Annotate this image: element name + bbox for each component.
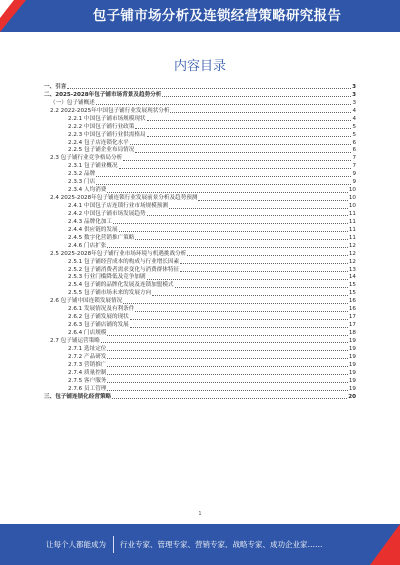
toc-entry[interactable] — [44, 305, 356, 313]
toc-entry[interactable] — [44, 91, 356, 99]
toc-leader-dots — [119, 231, 348, 232]
toc-entry-label: 2.4.5 数字化营销推广策略 — [68, 234, 135, 241]
toc-entry-label: （一）包子铺概述 — [50, 99, 95, 106]
toc-leader-dots — [180, 263, 348, 264]
toc-entry-label: 三、包子铺连锁化经营策略 — [44, 393, 112, 400]
toc-entry-page: 12 — [348, 258, 356, 265]
toc-entry-page: 19 — [348, 353, 356, 360]
toc-entry[interactable] — [44, 313, 356, 321]
toc-entry[interactable] — [44, 154, 356, 162]
toc-entry[interactable] — [44, 99, 356, 107]
toc-entry[interactable] — [44, 83, 356, 91]
toc-entry[interactable] — [44, 107, 356, 115]
toc-leader-dots — [123, 303, 348, 304]
toc-leader-dots — [123, 160, 351, 161]
toc-entry-label: 2.4 2025-2028年包子铺连锁行业发展前景分析及趋势预测 — [50, 195, 198, 202]
toc-entry-label: 2.6.2 包子铺发展的现状 — [68, 314, 129, 321]
toc-entry[interactable] — [44, 297, 356, 305]
toc-leader-dots — [198, 200, 347, 201]
toc-entry-page: 3 — [352, 91, 356, 98]
toc-entry[interactable] — [44, 186, 356, 194]
toc-entry[interactable] — [44, 123, 356, 131]
toc-leader-dots — [113, 223, 348, 224]
toc-entry-page: 17 — [348, 322, 356, 329]
toc-entry-label: 2.6.1 发展情况及有利条件 — [68, 306, 135, 313]
toc-entry-label: 2.3.2 品牌 — [68, 171, 96, 178]
toc-leader-dots — [101, 342, 348, 343]
toc-entry[interactable] — [44, 321, 356, 329]
toc-entry[interactable] — [44, 210, 356, 218]
toc-entry-page: 5 — [352, 123, 356, 130]
toc-leader-dots — [147, 136, 352, 137]
toc-leader-dots — [147, 120, 352, 121]
footer-banner — [0, 524, 400, 565]
toc-entry-label: 2.5.5 包子铺市场未来的发展方向 — [68, 290, 152, 297]
toc-leader-dots — [107, 358, 347, 359]
toc-entry-label: 2.7.6 员工管理 — [68, 385, 107, 392]
toc-entry-page: 12 — [348, 250, 356, 257]
toc-entry-page: 5 — [352, 131, 356, 138]
header-white-corner — [0, 0, 14, 18]
toc-entry[interactable] — [44, 266, 356, 274]
toc-entry-page: 13 — [348, 266, 356, 273]
footer-red-corner — [370, 524, 400, 565]
toc-leader-dots — [96, 176, 351, 177]
toc-leader-dots — [135, 239, 348, 240]
toc-entry[interactable] — [44, 242, 356, 250]
toc-entry-label: 2.5 2025-2028年包子铺行业市场环境与机遇挑战分析 — [50, 250, 187, 257]
toc-entry-page: 19 — [348, 361, 356, 368]
toc-entry-label: 2.4.3 品牌化加工 — [68, 218, 112, 225]
toc-entry[interactable] — [44, 178, 356, 186]
report-title: 包子铺市场分析及连锁经营策略研究报告 — [92, 8, 342, 24]
toc-entry[interactable] — [44, 139, 356, 147]
header-banner — [0, 0, 400, 32]
toc-entry-label: 2.7.3 营销推广 — [68, 361, 107, 368]
toc-leader-dots — [107, 366, 347, 367]
table-of-contents — [44, 83, 356, 401]
toc-entry-label: 2.3 包子铺行业竞争格局分析 — [50, 155, 123, 162]
toc-entry-page: 9 — [352, 171, 356, 178]
toc-entry-label: 2.7.4 质量控制 — [68, 369, 107, 376]
toc-entry-label: 2.7.1 选址定位 — [68, 345, 107, 352]
toc-entry[interactable] — [44, 147, 356, 155]
toc-leader-dots — [107, 350, 347, 351]
toc-entry-page: 15 — [348, 282, 356, 289]
toc-entry-label: 2.2.1 中国包子铺市场规模现状 — [68, 115, 146, 122]
toc-entry-label: 2.4.2 中国包子铺市场发展趋势 — [68, 210, 146, 217]
toc-entry-label: 一、引言 — [44, 83, 67, 90]
toc-leader-dots — [130, 144, 352, 145]
toc-entry-label: 2.7.5 客户服务 — [68, 377, 107, 384]
toc-entry[interactable] — [44, 226, 356, 234]
toc-leader-dots — [169, 208, 348, 209]
toc-entry-label: 2.2.2 中国包子铺行业政策 — [68, 123, 135, 130]
toc-entry-label: 2.5.4 包子铺的品牌化发展及连锁加盟模式 — [68, 282, 174, 289]
toc-entry-page: 19 — [348, 337, 356, 344]
toc-entry-page: 11 — [348, 210, 356, 217]
toc-entry[interactable] — [44, 218, 356, 226]
toc-leader-dots — [107, 192, 347, 193]
page-number: 1 — [198, 511, 202, 517]
toc-entry[interactable] — [44, 393, 356, 401]
toc-entry-label: 2.7 包子铺运营策略 — [50, 337, 100, 344]
toc-leader-dots — [67, 88, 351, 89]
toc-entry-label: 2.6.4 门店规模 — [68, 330, 107, 336]
footer-slogan-left: 让每个人都能成为 — [46, 540, 106, 549]
toc-entry-label: 2.4.1 中国包子店连锁行业市场规模预测 — [68, 203, 168, 209]
toc-entry-page: 15 — [348, 290, 356, 297]
toc-entry-page: 18 — [348, 330, 356, 336]
toc-entry-page: 3 — [352, 83, 356, 90]
toc-entry-label: 2.4.6 门店扩张 — [68, 242, 107, 249]
toc-entry-label: 2.7.2 产品研发 — [68, 353, 107, 360]
toc-leader-dots — [162, 96, 351, 97]
toc-leader-dots — [147, 279, 348, 280]
toc-entry[interactable] — [44, 170, 356, 178]
toc-entry[interactable] — [44, 115, 356, 123]
toc-leader-dots — [147, 215, 348, 216]
toc-leader-dots — [112, 398, 347, 399]
toc-entry-page: 19 — [348, 345, 356, 352]
toc-leader-dots — [107, 390, 347, 391]
toc-entry-page: 7 — [352, 163, 356, 170]
toc-entry-page: 10 — [348, 203, 356, 209]
toc-entry-page: 16 — [348, 306, 356, 313]
toc-entry[interactable] — [44, 258, 356, 266]
toc-leader-dots — [107, 335, 347, 336]
toc-entry[interactable] — [44, 377, 356, 385]
toc-entry[interactable] — [44, 194, 356, 202]
toc-entry-label: 2.2.5 包子铺企业布局情况 — [68, 147, 135, 154]
toc-entry-label: 2.6 包子铺中国连锁发展情况 — [50, 298, 123, 305]
toc-entry-label: 2.5.2 包子铺消费者需求变化与消费群体特征 — [68, 266, 180, 273]
toc-entry[interactable] — [44, 289, 356, 297]
toc-entry[interactable] — [44, 274, 356, 282]
toc-entry[interactable] — [44, 329, 356, 337]
toc-entry-page: 4 — [352, 115, 356, 122]
footer-divider — [113, 536, 114, 553]
toc-entry-label: 2.2 2022-2025年中国包子铺行业发展现状分析 — [50, 107, 170, 114]
toc-entry-page: 19 — [348, 385, 356, 392]
toc-entry-label: 2.3.4 人均消费 — [68, 187, 107, 194]
toc-entry[interactable] — [44, 131, 356, 139]
toc-heading: 内容目录 — [173, 59, 226, 74]
toc-leader-dots — [135, 311, 348, 312]
toc-entry[interactable] — [44, 162, 356, 170]
toc-entry-page: 10 — [348, 195, 356, 202]
toc-entry[interactable] — [44, 369, 356, 377]
toc-entry-label: 2.4.4 供应链的发展 — [68, 226, 118, 233]
toc-entry-label: 2.2.4 包子店连锁化水平 — [68, 139, 129, 146]
toc-entry-label: 2.3.1 包子铺业概况 — [68, 163, 118, 170]
toc-leader-dots — [96, 184, 351, 185]
toc-entry[interactable] — [44, 337, 356, 345]
toc-entry-page: 7 — [352, 155, 356, 162]
toc-entry-page: 19 — [348, 369, 356, 376]
toc-entry[interactable] — [44, 281, 356, 289]
toc-entry-page: 6 — [352, 139, 356, 146]
toc-leader-dots — [130, 327, 348, 328]
toc-entry-page: 11 — [348, 234, 356, 241]
toc-entry[interactable] — [44, 361, 356, 369]
toc-entry-page: 4 — [352, 107, 356, 114]
toc-entry-label: 2.5.3 行业门槛降低及竞争加剧 — [68, 274, 146, 281]
toc-leader-dots — [175, 287, 348, 288]
toc-entry-page: 19 — [348, 377, 356, 384]
toc-leader-dots — [135, 152, 351, 153]
toc-leader-dots — [107, 247, 347, 248]
toc-entry[interactable] — [44, 353, 356, 361]
toc-entry[interactable] — [44, 250, 356, 258]
toc-entry-page: 14 — [348, 274, 356, 281]
footer-slogan-right: 行业专家、管理专家、营销专家、战略专家、成功企业家…… — [120, 540, 323, 549]
toc-entry[interactable] — [44, 345, 356, 353]
toc-entry-label: 2.3.3 门店 — [68, 179, 96, 186]
toc-entry-page: 9 — [352, 179, 356, 186]
toc-entry[interactable] — [44, 385, 356, 393]
toc-leader-dots — [187, 255, 348, 256]
toc-leader-dots — [107, 382, 347, 383]
toc-entry-page: 10 — [348, 187, 356, 194]
toc-entry[interactable] — [44, 234, 356, 242]
toc-entry-page: 3 — [352, 99, 356, 106]
toc-leader-dots — [130, 319, 348, 320]
toc-leader-dots — [152, 295, 348, 296]
toc-leader-dots — [170, 112, 351, 113]
toc-entry-page: 11 — [348, 218, 356, 225]
toc-entry-label: 2.5.1 包子铺经营成本的构成与行业增长因素 — [68, 258, 180, 265]
toc-entry-page: 11 — [348, 226, 356, 233]
toc-entry-page: 20 — [348, 393, 356, 400]
toc-entry-label: 2.6.3 包子铺店铺的发展 — [68, 322, 129, 329]
toc-entry-page: 16 — [348, 298, 356, 305]
toc-entry-page: 17 — [348, 314, 356, 321]
toc-leader-dots — [135, 128, 351, 129]
toc-leader-dots — [180, 271, 348, 272]
toc-entry-label: 二、2025-2028年包子铺市场背景及趋势分析 — [44, 91, 162, 98]
toc-leader-dots — [107, 374, 347, 375]
toc-entry-page: 12 — [348, 242, 356, 249]
toc-leader-dots — [96, 104, 352, 105]
toc-entry[interactable] — [44, 202, 356, 210]
toc-entry-label: 2.2.3 中国包子铺行业供需格局 — [68, 131, 146, 138]
toc-leader-dots — [119, 168, 352, 169]
toc-entry-page: 6 — [352, 147, 356, 154]
